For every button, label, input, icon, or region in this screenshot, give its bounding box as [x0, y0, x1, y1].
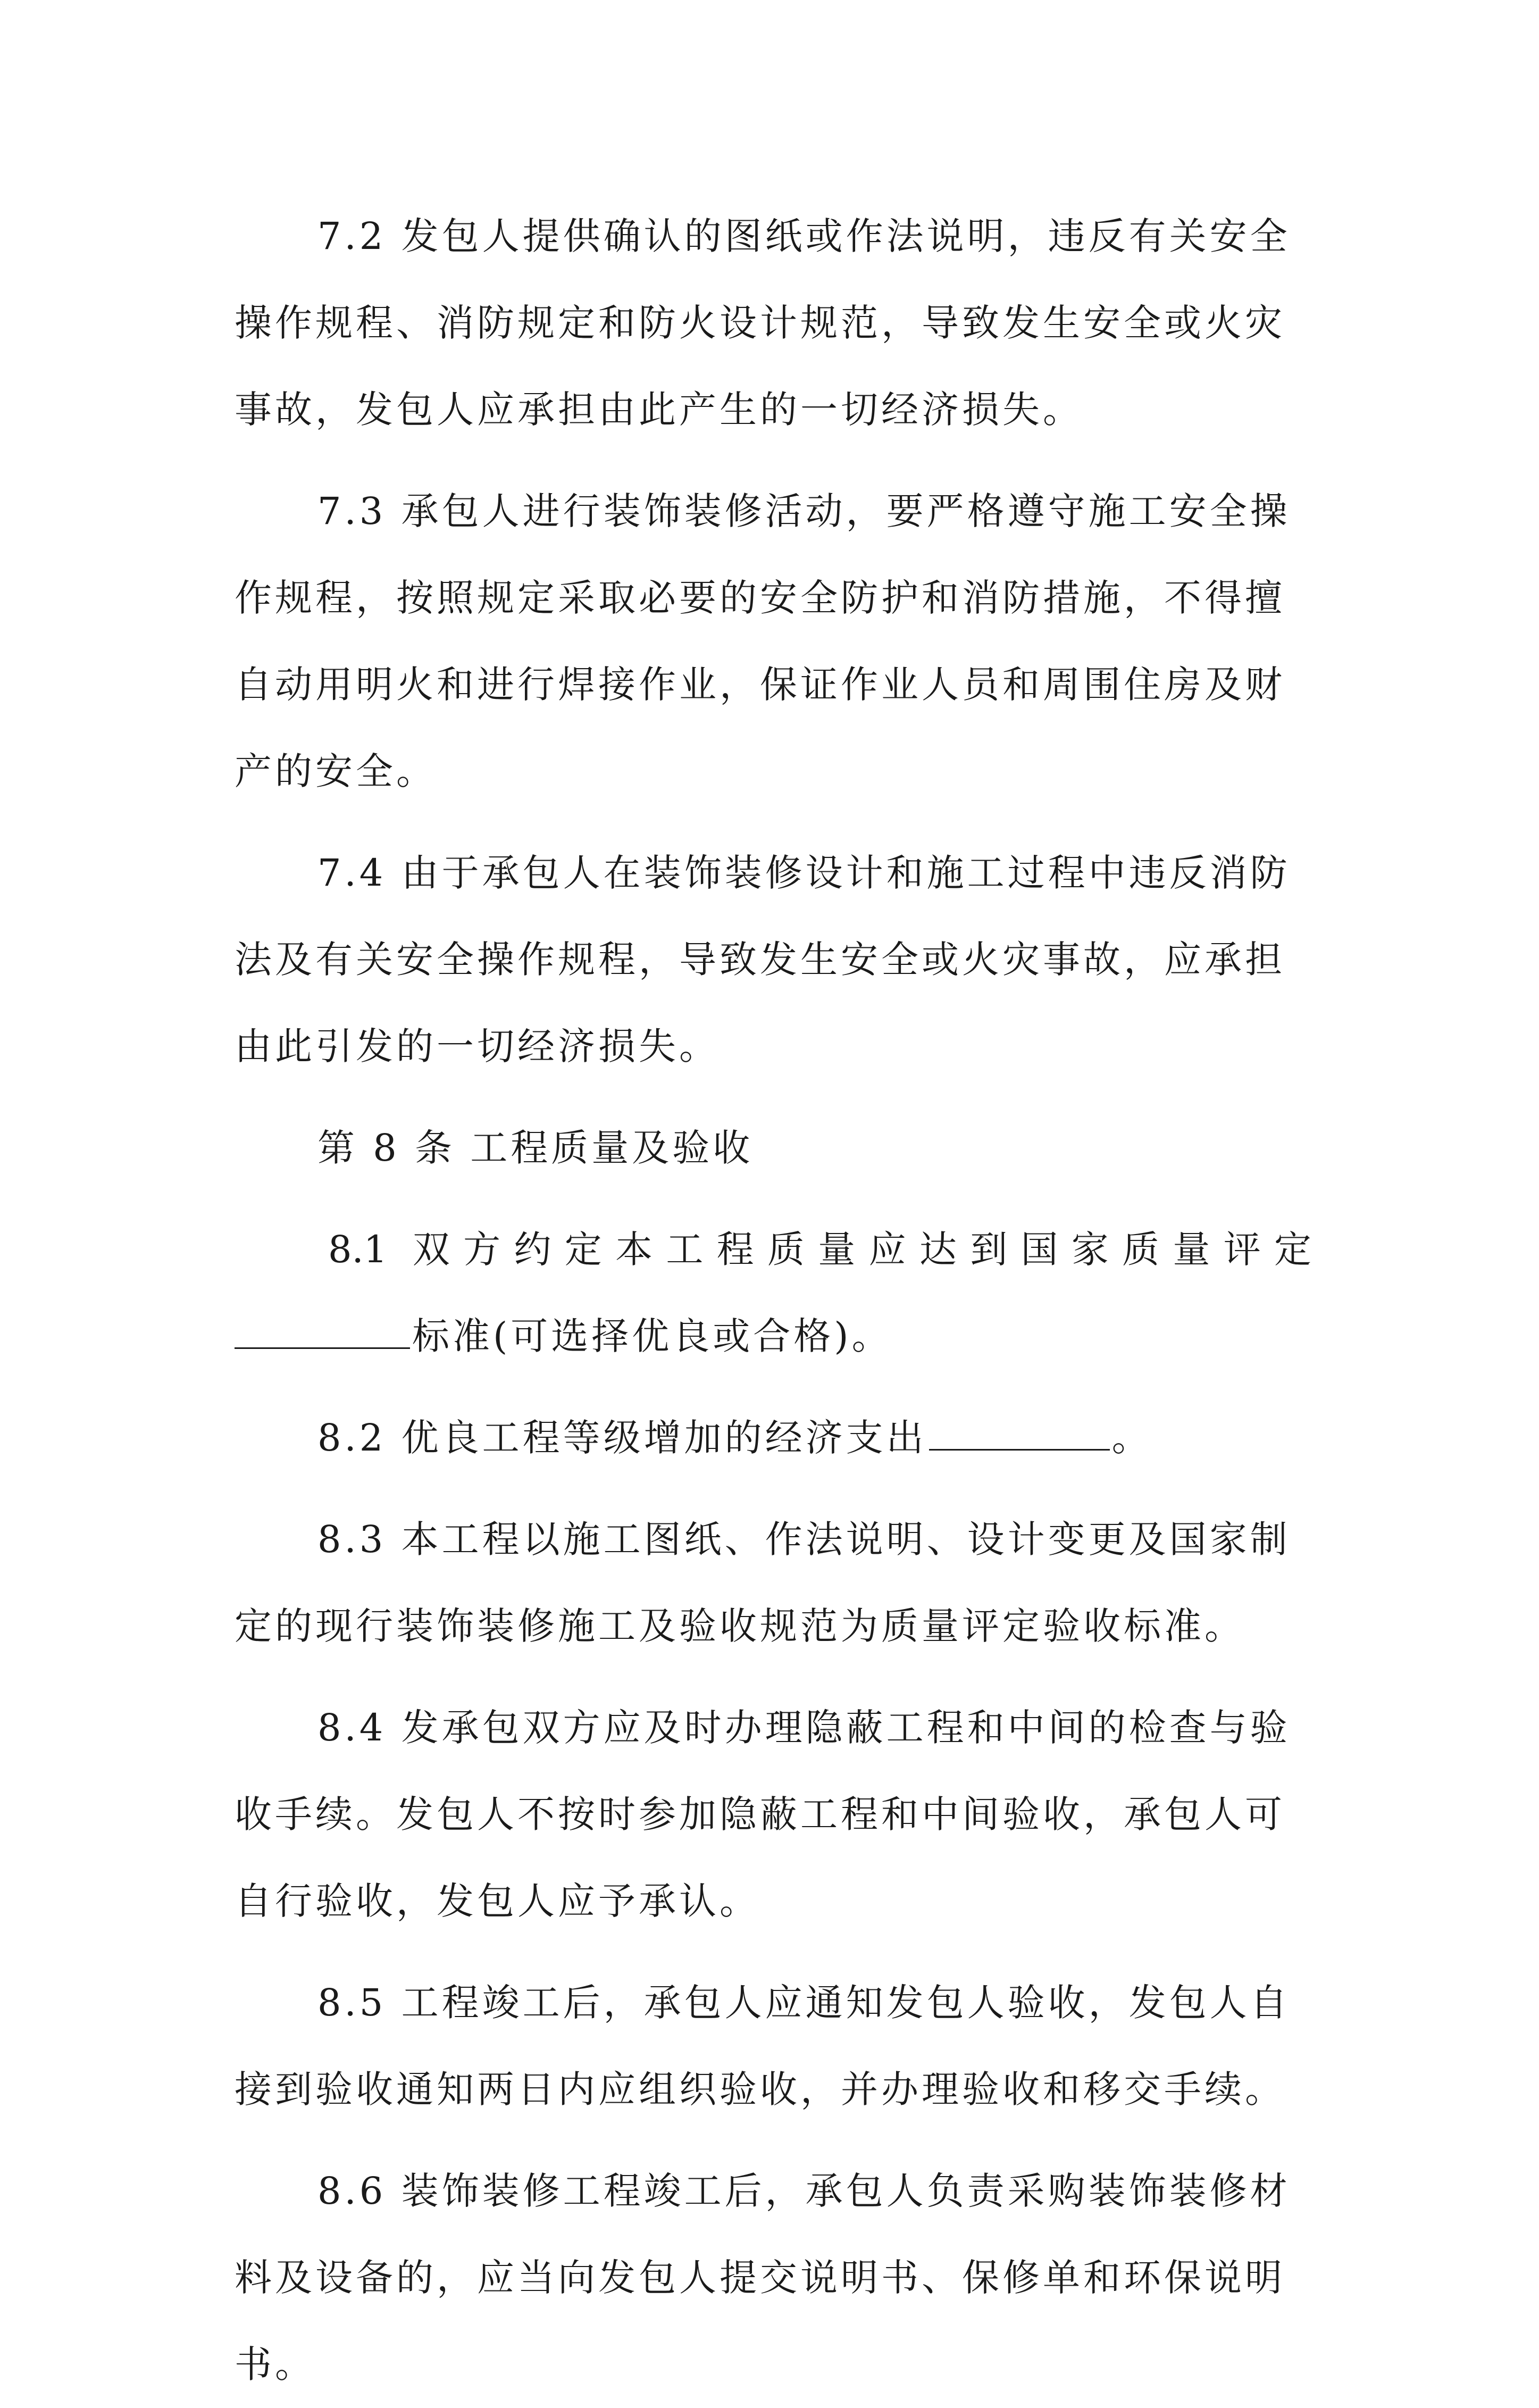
clause-7-4: 7.4 由于承包人在装饰装修设计和施工过程中违反消防法及有关安全操作规程，导致发生安全或火灾事故，应承担由此引发的一切经济损失。	[235, 851, 1291, 1068]
clause-8-2	[235, 1395, 1311, 1481]
clause-8-1-line2	[235, 1293, 1311, 1380]
clause-8-6: 8.6 装饰装修工程竣工后，承包人负责采购装饰装修材料及设备的，应当向发包人提交说明书、保修单和环保说明书。	[235, 2169, 1291, 2386]
clause-8-3: 8.3 本工程以施工图纸、作法说明、设计变更及国家制定的现行装饰装修施工及验收规范为质量评定验收标准。	[235, 1518, 1291, 1648]
clause-8-4: 8.4 发承包双方应及时办理隐蔽工程和中间的检查与验收手续。发包人不按时参加隐蔽工程和中间验收，承包人可自行验收，发包人应予承认。	[235, 1706, 1291, 1923]
clause-8-5: 8.5 工程竣工后，承包人应通知发包人验收，发包人自接到验收通知两日内应组织验收，并办理验收和移交手续。	[235, 1981, 1291, 2111]
clause-7-3: 7.3 承包人进行装饰装修活动，要严格遵守施工安全操作规程，按照规定采取必要的安全防护和消防措施，不得擅自动用明火和进行焊接作业，保证作业人员和周围住房及财产的安全。	[235, 489, 1291, 793]
clause-8-2-text: 8.2 优良工程等级增加的经济支出	[317, 1416, 927, 1460]
clause-8-2-end: 。	[1111, 1416, 1152, 1460]
extra-cost-blank	[929, 1416, 1110, 1451]
clause-8-1-line1: 8.1 双方约定本工程质量应达到国家质量评定	[328, 1228, 1311, 1271]
clause-7-2: 7.2 发包人提供确认的图纸或作法说明，违反有关安全操作规程、消防规定和防火设计规范，导致发生安全或火灾事故，发包人应承担由此产生的一切经济损失。	[235, 214, 1291, 431]
article-8-heading: 第 8 条 工程质量及验收	[317, 1126, 754, 1170]
clause-8-1-tail: 标准(可选择优良或合格)。	[412, 1314, 892, 1358]
quality-grade-blank	[235, 1314, 410, 1349]
